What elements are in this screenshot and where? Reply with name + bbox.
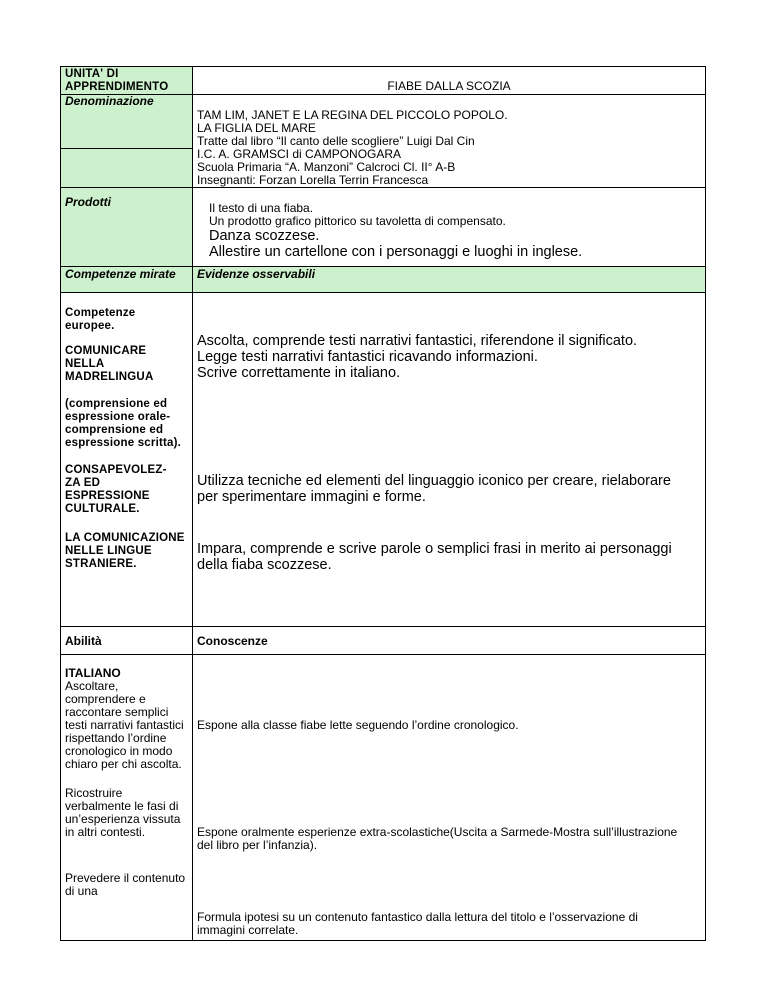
uda-title: FIABE DALLA SCOZIA: [387, 79, 511, 93]
evidenza-2: Legge testi narrativi fantastici ricavando informazioni.: [197, 349, 538, 365]
italiano-label: ITALIANO: [65, 666, 121, 680]
madrelingua-note: (comprensione ed espressione orale-comprensione ed espressione scritta).: [65, 398, 182, 449]
straniere-label: LA COMUNICAZIONE NELLE LINGUE STRANIERE.: [65, 532, 185, 570]
prodotti-label: Prodotti: [65, 195, 111, 209]
header-row: [61, 67, 706, 95]
culturale-label-2: ZA ED ESPRESSIONE CULTURALE.: [65, 477, 150, 515]
abilita-body-row: [61, 655, 706, 941]
prodotto-1: Il testo di una fiaba.: [209, 201, 314, 215]
header-label-cell: [61, 67, 193, 95]
culturale-evidenze: Utilizza tecniche ed elementi del linguaggio iconico per creare, rielaborare per sperimentare immagini e forme.: [197, 473, 671, 505]
abilita-label: Abilità: [65, 634, 102, 648]
evidenze-cell: [193, 267, 706, 293]
prodotti-cell: [193, 188, 706, 267]
competenze-header-row: [61, 267, 706, 293]
prodotto-3: Danza scozzese.: [209, 228, 320, 244]
info-line-3: Tratte dal libro “Il canto delle scogliere” Luigi Dal Cin: [197, 134, 475, 148]
abilita-2: Ricostruire verbalmente le fasi di un’esperienza vissuta in altri contesti.: [65, 786, 181, 839]
prodotti-label-cell: [61, 188, 193, 267]
competenze-mirate-cell: [61, 267, 193, 293]
info-line-4: I.C. A. GRAMSCI di CAMPONOGARA: [197, 147, 402, 161]
abilita-header-row: [61, 627, 706, 655]
competenze-mirate-label: Competenze mirate: [65, 267, 176, 281]
info-line-2: LA FIGLIA DEL MARE: [197, 121, 316, 135]
abilita-label-cell: [61, 627, 193, 655]
uda-table: [60, 66, 706, 941]
prodotto-2: Un prodotto grafico pittorico su tavoletta di compensato.: [209, 214, 506, 228]
document-page: [60, 66, 706, 941]
prodotti-row: [61, 188, 706, 267]
evidenza-3: Scrive correttamente in italiano.: [197, 365, 401, 381]
conoscenze-label-cell: [193, 627, 706, 655]
denominazione-label: Denominazione: [65, 94, 154, 108]
info-line-1: TAM LIM, JANET E LA REGINA DEL PICCOLO POPOLO.: [197, 108, 508, 122]
unita-label: UNITA' DI: [65, 68, 119, 80]
prodotto-4: Allestire un cartellone con i personaggi e luoghi in inglese.: [209, 244, 583, 260]
madrelingua-evidenze: [197, 333, 701, 473]
info-row: [61, 95, 706, 188]
competenze-europee-label: Competenze europee.: [65, 307, 136, 332]
conoscenza-2: Espone oralmente esperienze extra-scolastiche(Uscita a Sarmede-Mostra sull’illustrazione del libro per l’infanzia).: [197, 825, 678, 852]
denominazione-spacer: [61, 148, 192, 181]
abilita-list-cell: [61, 655, 193, 941]
title-cell: [193, 67, 706, 95]
abilita-3: Prevedere il contenuto di una: [65, 871, 186, 898]
conoscenza-1: Espone alla classe fiabe lette seguendo l’ordine cronologico.: [197, 718, 519, 732]
madrelingua-label: COMUNICARE NELLA MADRELINGUA: [65, 345, 154, 383]
conoscenze-list-cell: [193, 655, 706, 941]
culturale-label-1: CONSAPEVOLEZ-: [65, 464, 167, 476]
abilita-1: Ascoltare, comprendere e raccontare semplici testi narrativi fantastici rispettando l’ordine cronologico in modo chiaro per chi ascolta.: [65, 679, 184, 771]
info-line-6: Insegnanti: Forzan Lorella Terrin Francesca: [197, 173, 429, 187]
apprendimento-label: APPRENDIMENTO: [65, 81, 169, 93]
competenze-evidenze-cell: [193, 293, 706, 627]
info-line-5: Scuola Primaria “A. Manzoni” Calcroci Cl. II° A-B: [197, 160, 456, 174]
straniere-evidenze: Impara, comprende e scrive parole o semplici frasi in merito ai personaggi della fiaba scozzese.: [197, 541, 672, 573]
evidenze-label: Evidenze osservabili: [197, 267, 316, 281]
conoscenze-label: Conoscenze: [197, 634, 268, 648]
conoscenza-3: Formula ipotesi su un contenuto fantastico dalla lettura del titolo e l’osservazione di immagini correlate.: [197, 910, 638, 937]
competenze-labels-cell: [61, 293, 193, 627]
competenze-body-row: [61, 293, 706, 627]
info-cell: [193, 95, 706, 188]
evidenza-1: Ascolta, comprende testi narrativi fantastici, riferendone il significato.: [197, 333, 638, 349]
denominazione-cell: [61, 95, 193, 188]
